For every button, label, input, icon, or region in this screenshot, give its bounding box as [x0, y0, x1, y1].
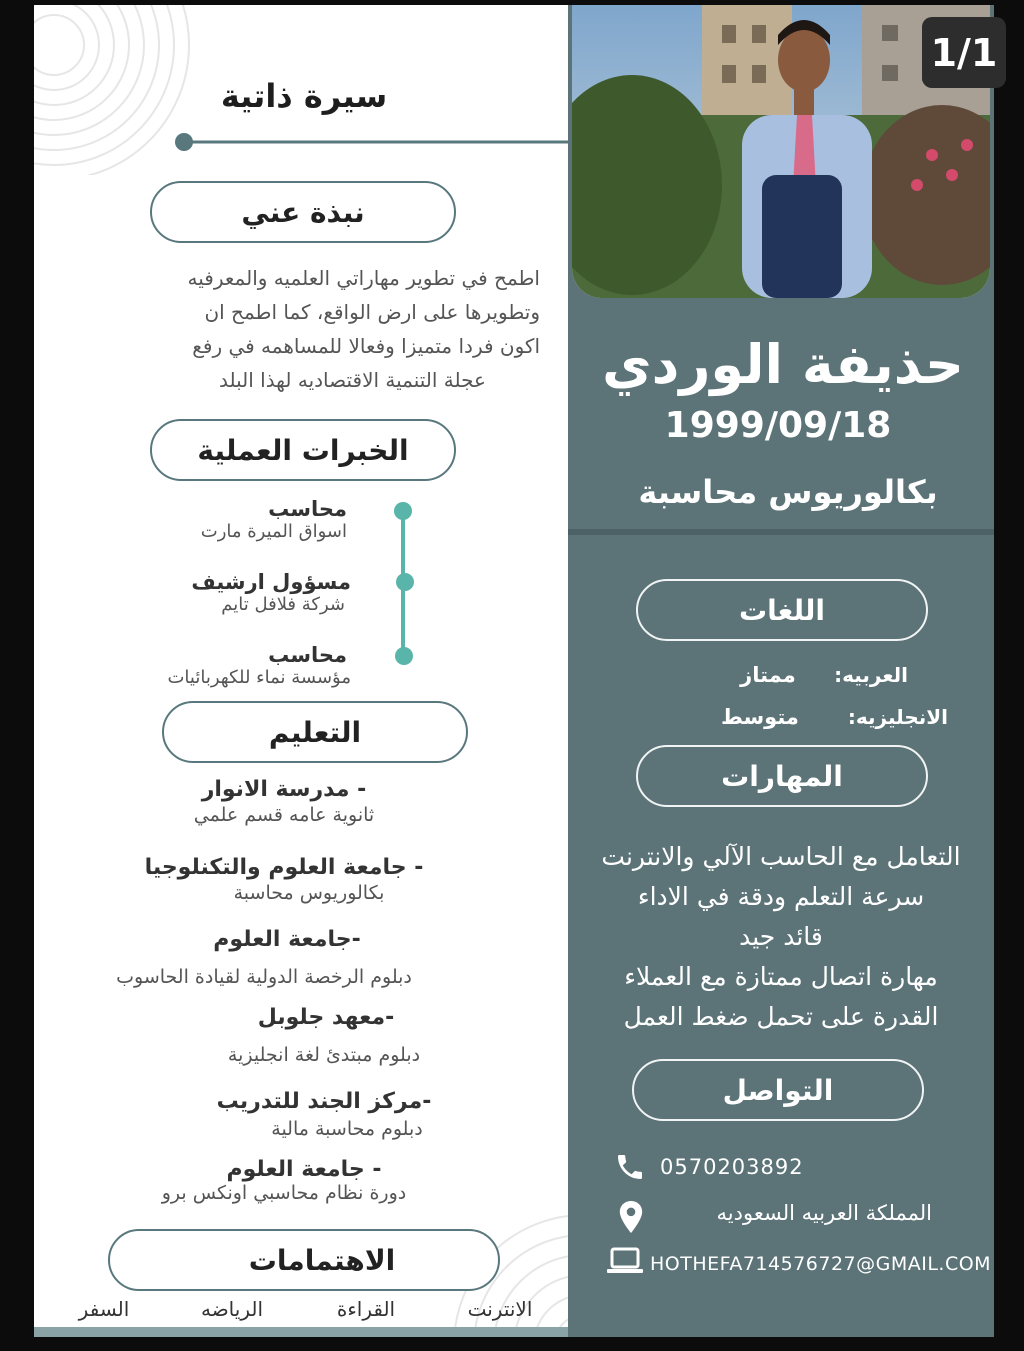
- cv-title: سيرة ذاتية: [220, 77, 388, 115]
- about-line: وتطويرها على ارض الواقع، كما اطمح ان: [204, 300, 540, 324]
- section-divider: [568, 529, 994, 535]
- skills-heading: المهارات: [721, 759, 843, 793]
- title-connector-line: [172, 130, 572, 160]
- experience-org: مؤسسة نماء للكهربائيات: [167, 667, 351, 688]
- interest-item: الرياضه: [200, 1297, 264, 1321]
- education-item: [74, 927, 454, 988]
- profile-dob: 1999/09/18: [664, 405, 892, 446]
- skills-list: [568, 837, 994, 1037]
- education-detail: دبلوم الرخصة الدولية لقيادة الحاسوب: [116, 966, 412, 988]
- skill-item: سرعة التعلم ودقة في الاداء: [637, 882, 925, 911]
- decorative-arcs-top: [34, 5, 194, 175]
- skill-item: مهارة اتصال ممتازة مع العملاء: [624, 962, 938, 991]
- education-heading-pill: [162, 701, 468, 763]
- experience-title: محاسب: [268, 497, 347, 521]
- skill-item: التعامل مع الحاسب الآلي والانترنت: [601, 842, 961, 871]
- interests-heading-pill: [108, 1229, 500, 1291]
- timeline-dot: [396, 573, 414, 591]
- experience-heading-pill: [150, 419, 456, 481]
- skill-item: القدرة على تحمل ضغط العمل: [623, 1002, 939, 1031]
- about-line: اطمح في تطوير مهاراتي العلميه والمعرفيه: [187, 266, 540, 290]
- contact-heading: التواصل: [722, 1073, 834, 1107]
- cv-page: [34, 5, 994, 1337]
- education-detail: دبلوم محاسبة مالية: [271, 1118, 423, 1140]
- location-pin-icon: [618, 1201, 644, 1233]
- about-text: [74, 261, 540, 397]
- skill-item: قائد جيد: [739, 922, 823, 951]
- left-column: [34, 5, 568, 1337]
- timeline-dot: [394, 502, 412, 520]
- laptop-icon: [606, 1247, 644, 1277]
- education-school: - مدرسة الانوار: [201, 777, 367, 802]
- education-item: [184, 1005, 464, 1066]
- experience-org: اسواق الميرة مارت: [200, 521, 347, 542]
- education-school: -مركز الجند للتدريب: [216, 1089, 432, 1114]
- experience-item: [94, 570, 351, 615]
- interest-item: السفر: [78, 1297, 130, 1321]
- education-detail: دبلوم مبتدئ لغة انجليزية: [227, 1044, 421, 1066]
- about-line: اكون فردا متميزا وفعالا للمساهمه في رفع: [192, 334, 540, 358]
- profile-name: حذيفة الوردي: [602, 333, 964, 396]
- languages-heading-pill: [636, 579, 928, 641]
- language-label: العربيه:: [834, 663, 908, 687]
- right-column: [568, 5, 994, 1337]
- page-indicator: [922, 17, 1006, 88]
- interests-heading: الاهتمامات: [248, 1243, 396, 1277]
- languages-heading: اللغات: [739, 593, 825, 627]
- bottom-strip: [34, 1327, 568, 1337]
- contact-location: المملكة العربيه السعوديه: [716, 1201, 932, 1225]
- education-detail: دورة نظام محاسبي اونكس برو: [161, 1182, 407, 1204]
- phone-icon: [614, 1151, 646, 1183]
- education-heading: التعليم: [268, 715, 362, 749]
- education-detail: ثانوية عامه قسم علمي: [193, 804, 375, 826]
- education-item: [184, 1089, 464, 1140]
- education-detail: بكالوريوس محاسبة: [233, 882, 385, 904]
- timeline-dot: [395, 647, 413, 665]
- about-heading: نبذة عني: [241, 195, 365, 229]
- experience-title: مسؤول ارشيف: [191, 570, 351, 594]
- contact-heading-pill: [632, 1059, 924, 1121]
- page-indicator-text: 1/1: [930, 30, 998, 75]
- interest-item: الانترنت: [467, 1297, 533, 1321]
- language-label: الانجليزيه:: [847, 705, 948, 729]
- education-item: [134, 777, 434, 826]
- education-school: - جامعة العلوم: [226, 1157, 382, 1182]
- experience-item: [94, 497, 347, 542]
- about-heading-pill: [150, 181, 456, 243]
- contact-phone[interactable]: 0570203892: [660, 1155, 804, 1179]
- experience-org: شركة فلافل تايم: [221, 594, 345, 615]
- profile-degree: بكالوريوس محاسبة: [638, 473, 938, 511]
- experience-heading: الخبرات العملية: [197, 433, 409, 467]
- contact-email[interactable]: HOTHEFA714576727@GMAIL.COM: [650, 1253, 992, 1275]
- experience-item: [94, 643, 351, 688]
- language-level: متوسط: [721, 705, 799, 729]
- education-school: -معهد جلوبل: [257, 1005, 395, 1030]
- education-school: -جامعة العلوم: [213, 927, 361, 952]
- education-school: - جامعة العلوم والتكنلوجيا: [144, 855, 424, 880]
- experience-title: محاسب: [268, 643, 347, 667]
- skills-heading-pill: [636, 745, 928, 807]
- language-level: ممتاز: [740, 663, 796, 687]
- education-item: [134, 1157, 434, 1204]
- about-line: عجلة التنمية الاقتصاديه لهذا البلد: [218, 368, 486, 392]
- interest-item: القراءة: [336, 1297, 396, 1321]
- education-item: [114, 855, 454, 904]
